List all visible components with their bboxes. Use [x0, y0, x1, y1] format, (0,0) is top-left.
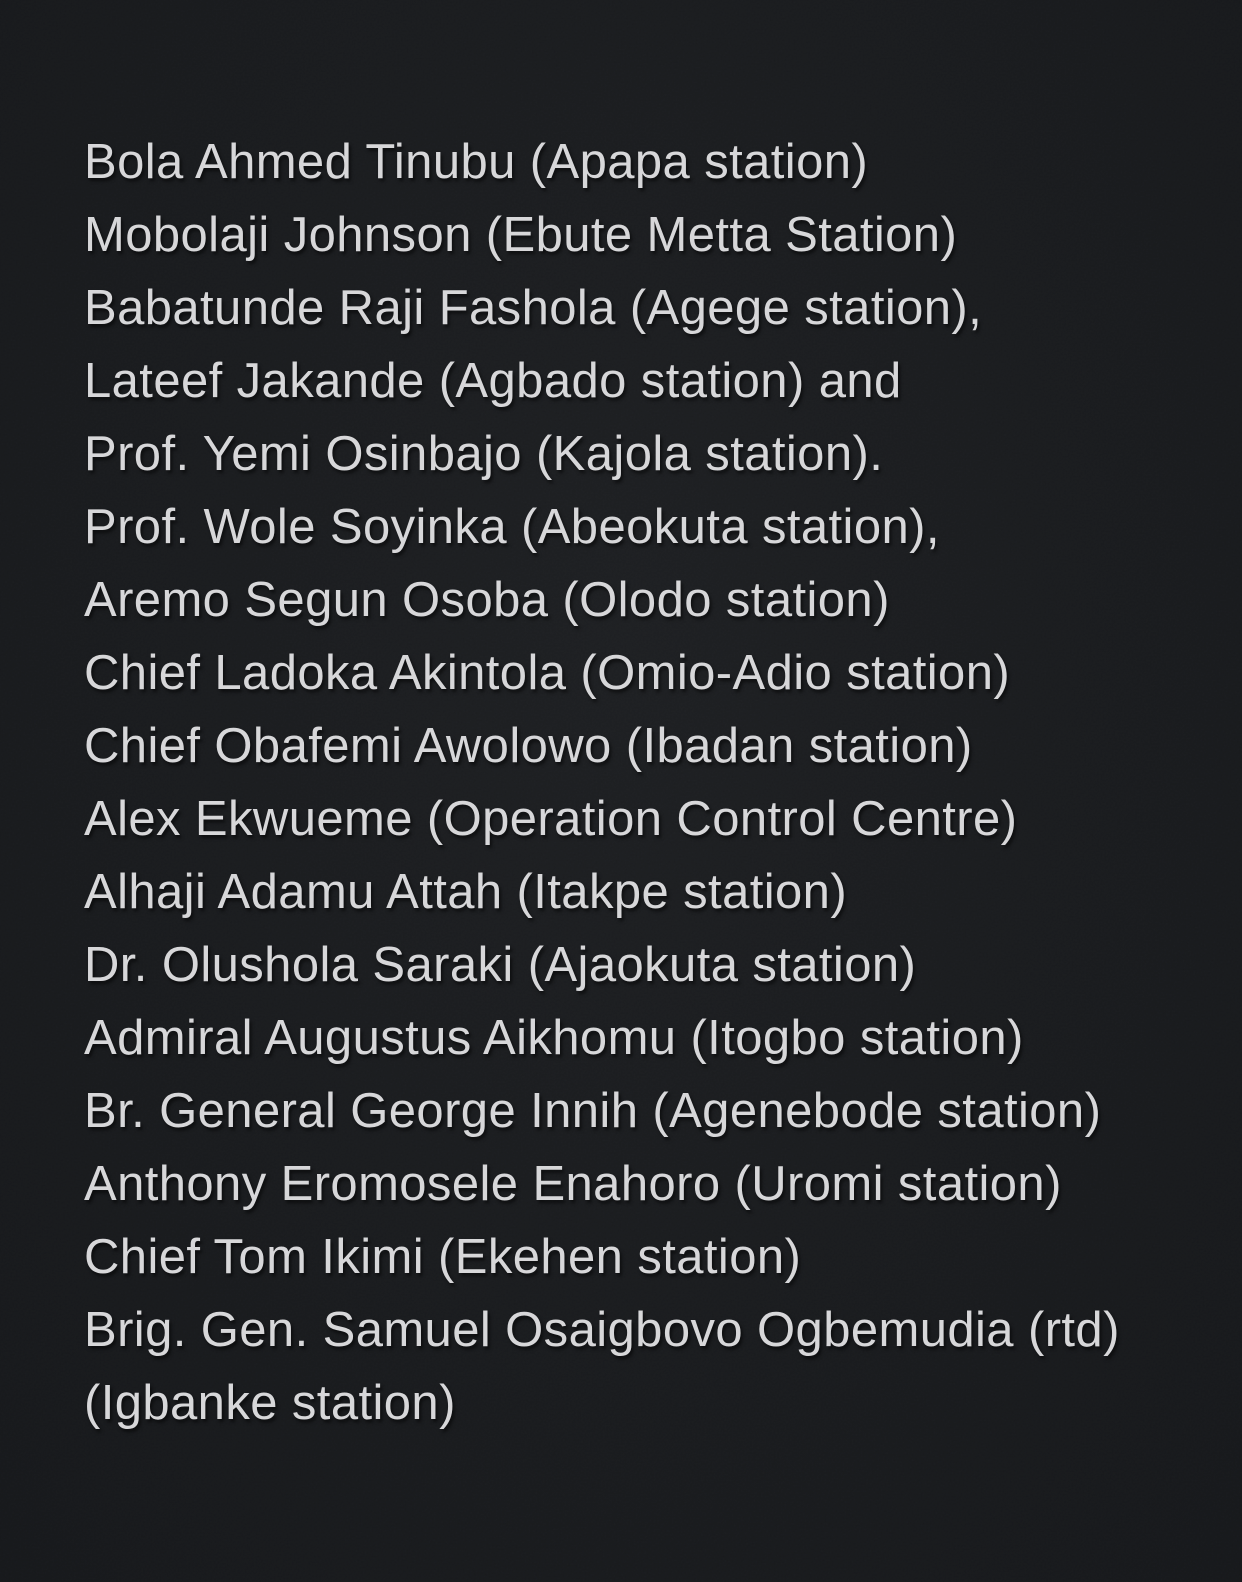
list-line: Dr. Olushola Saraki (Ajaokuta station): [84, 938, 917, 992]
list-line: Prof. Yemi Osinbajo (Kajola station).: [84, 427, 884, 481]
list-line: Alex Ekwueme (Operation Control Centre): [84, 792, 1018, 846]
list-line: Aremo Segun Osoba (Olodo station): [84, 573, 890, 627]
list-line: Chief Ladoka Akintola (Omio-Adio station): [84, 646, 1011, 700]
list-line: Chief Obafemi Awolowo (Ibadan station): [84, 719, 973, 773]
list-line: Brig. Gen. Samuel Osaigbovo Ogbemudia (rtd): [84, 1303, 1120, 1357]
list-line: Babatunde Raji Fashola (Agege station),: [84, 281, 983, 335]
list-line: Br. General George Innih (Agenebode station): [84, 1084, 1102, 1138]
list-line: (Igbanke station): [84, 1376, 456, 1430]
list-line: Admiral Augustus Aikhomu (Itogbo station): [84, 1011, 1024, 1065]
list-line: Prof. Wole Soyinka (Abeokuta station),: [84, 500, 940, 554]
list-line: Bola Ahmed Tinubu (Apapa station): [84, 135, 869, 189]
list-line: Mobolaji Johnson (Ebute Metta Station): [84, 208, 958, 262]
names-list: [84, 126, 1202, 1440]
list-line: Anthony Eromosele Enahoro (Uromi station): [84, 1157, 1062, 1211]
list-line: Lateef Jakande (Agbado station) and: [84, 354, 902, 408]
list-line: Chief Tom Ikimi (Ekehen station): [84, 1230, 802, 1284]
list-line: Alhaji Adamu Attah (Itakpe station): [84, 865, 848, 919]
